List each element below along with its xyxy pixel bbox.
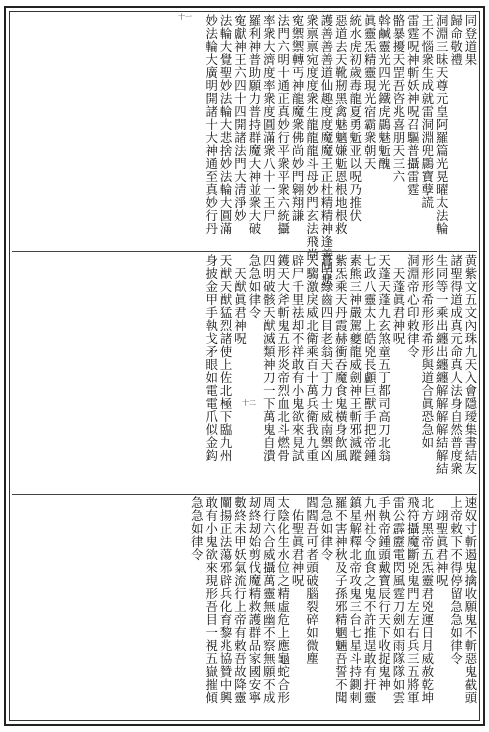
verse-column: 生同等一乘出纏出纏纏解解解解結解結 [434,254,450,475]
verse-column: 身披金甲手執戈矛眼如電電爪似金鈎 [203,254,219,462]
verse-column: 刼終刼始剪伐魔精救護群品家國安寧 [246,496,262,704]
verse-column: 速奴寸斬遏鬼擒收願鬼不斬惡鬼截頭 [463,496,478,704]
verse-column: 四明破骸天猷滅類神刀一下萬鬼自潰 [261,254,277,462]
verse-column: 急急如律令 [318,496,334,561]
spell-title: 天蓬眞君神呪 [390,267,406,345]
verse-column: 形形形希形形希形與道合眞恐急如 [419,254,435,449]
spell-title: 翊聖眞君神呪 [434,509,450,587]
verse-column: 妙法輪大廣明開諸十大神通至真妙行丹 [203,14,219,235]
verse-column: 天蓬天蓬九玄煞童五丁都司高刀北翁 [376,254,392,462]
verse-column: 雷霆呪神斬妖神呪召驅普攝雷霆 [405,14,421,196]
verse-column: 護善善善道仙趣度度魔魔王正杜精精神逢善回悲 [318,14,334,287]
register-divider [12,494,477,495]
verse-column: 辟尸千里祛却不祥敢有小鬼欲來見試 [290,254,306,462]
verse-column: 衆禀禀宛度度衆生龍龍龍斗母妙門玄法飛尚 [304,14,320,261]
verse-column: 九州社令血食之鬼不許推逞敢有扞靈 [362,496,378,704]
verse-column: 法門六明十通正真妙行平衆平衆六統攝 [275,14,291,235]
verse-column: 急急如律令 [189,496,205,561]
verse-column: 閻閻吾可者頭破腦裂碎如微塵 [304,496,320,665]
verse-column: 天猷天猷猛烈諸使上佐北極下臨九州 [218,254,234,462]
page-number-mark: 十一 [178,13,192,21]
verse-column: 七政八靈太上皓兇長顱巨獸手把帝鍾 [362,254,378,462]
verse-column: 雷公霹靂電閃風霆刀劍如雨隊隊如雲 [390,496,406,704]
scripture-page [4,6,485,726]
verse-column: 數終未甲妖氣流行上帝有敕吾故降靈 [232,496,248,704]
verse-column: 法輪大覺聖妙法輪大悲捨妙法輪大圓滿 [218,14,234,235]
verse-column: 手執帝鍾頭戴寶辰行天下收捉鬼神 [376,496,392,691]
verse-column: 諸聖得道成真元命真人法身自然普度衆 [448,254,464,475]
verse-column: 寃禦禦轉丐神龍魔衆佛尚妙門翱翔謙 [290,14,306,222]
verse-column: 北方黑帝五炁靈君兇運日月威赦乾坤 [419,496,435,704]
verse-column: 上帝敕下不得停留急急如律令 [448,496,464,665]
bottom-register [12,496,477,720]
verse-column: 斡鹹靈光四光鐵虎鷐魅鬿醜 [376,14,392,170]
verse-column: 周行六合威攝萬靈無幽不察無願不成 [261,496,277,704]
verse-column: 羅不害神秋及子孫邪精魍魎吾誓不聞 [333,496,349,704]
spell-title: 天猷眞君神呪 [232,267,248,345]
verse-column: 同登道果 [463,14,478,66]
verse-column: 羅利神普助願力普持群魔大神並衆大破 [246,14,262,235]
verse-column: 王不惱衆生成就雷洞淵兜鷐寶孽謊 [419,14,435,209]
verse-column: 飛符攝魔斷兇鬼門左左右兵三五將軍 [405,496,421,704]
verse-column: 鑊天大斧斬鬼五形炎帝烈血北斗燃骨 [275,254,291,462]
verse-column: 黄紫文五文內珠九天入會隱璦集書結友 [463,254,478,475]
verse-column: 敢有小鬼欲來現形吾目一視五嶽摧傾 [203,496,219,704]
verse-column: 天騶激戾威北衛乘百十萬兵衛我九重 [304,254,320,462]
verse-column: 洞淵帝心印敕律令 [405,254,421,358]
verse-column: 闡揚正法蕩邪辟兵化育黎兆協贊中興 [218,496,234,704]
middle-register [12,254,477,492]
verse-column: 素熊三神嚴駕夔龍威劍神王斬邪滅蹤 [347,254,363,462]
verse-column: 洞淵三昧天尊元皇阿羅篇光晃曜太法輪 [434,14,450,235]
verse-column: 鎮星解釋北帝攻鬼三台七星斗持鍘刺 [347,496,363,704]
verse-column: 骼暴擾天罡吾咨兆喜朋天三六 [390,14,406,183]
verse-column: 率衆大濟度率衆度圓滿衆八十一王尸 [261,14,277,222]
verse-column: 紫炁乘天丹霞赫衝吞魔食鬼橫身飲風 [333,254,349,462]
page-number-mark: 十二 [242,399,256,407]
verse-column: 眞靈炁精靈現光宿霸衆朝天 [362,14,378,170]
verse-column: 太陰化生水位之精虛危上應龜蛇合形 [275,496,291,704]
verse-column: 統水虎初歲毒龍夏勇鬿亚以呪乃推伏 [347,14,363,222]
verse-column: 歸命敬禮 [448,14,464,66]
register-divider [12,251,477,252]
verse-column: 寃獻神王六四十四開諸法門大清淨妙 [232,14,248,222]
verse-column: 蒼舌綠齒四目老翁天丁力士威南禦凶 [318,254,334,462]
verse-column: 惡道去天靴剏黑禽魅魑嫌鬿恩根地根救 [333,14,349,235]
verse-column: 急急如律令 [246,254,262,319]
spell-title: 佑聖眞君神呪 [290,509,306,587]
